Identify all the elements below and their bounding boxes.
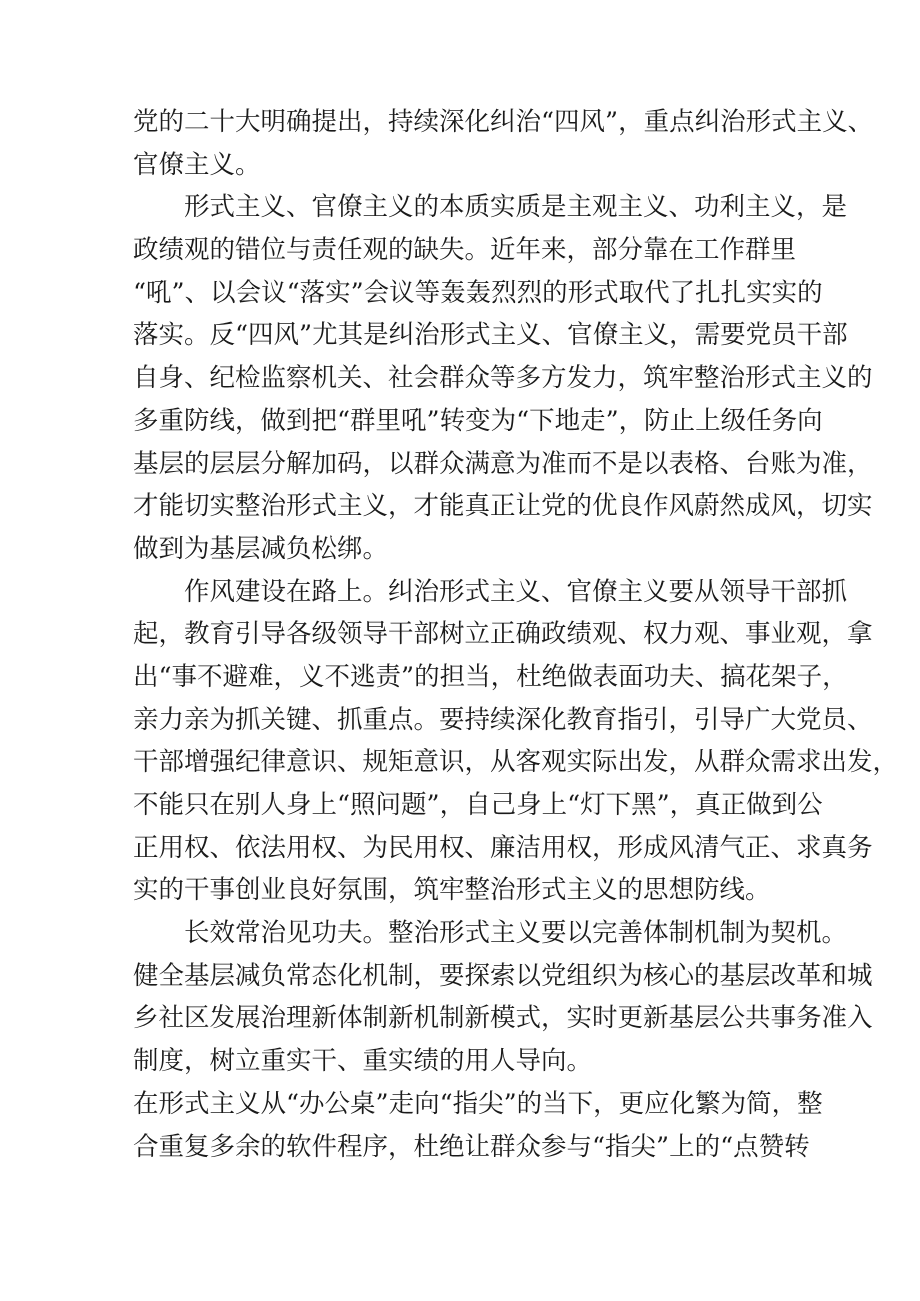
text-line: 制度，树立重实干、重实绩的用人导向。 <box>133 1046 593 1077</box>
text-line: “吼”、以会议“落实”会议等轰轰烈烈的形式取代了扎扎实实的 <box>133 277 823 308</box>
text-line: 基层的层层分解加码，以群众满意为准而不是以表格、台账为准， <box>133 448 873 479</box>
text-line: 实的干事创业良好氛围，筑牢整治形式主义的思想防线。 <box>133 875 771 906</box>
text-line: 合重复多余的软件程序，杜绝让群众参与“指尖”上的“点赞转 <box>133 1131 810 1162</box>
text-line: 健全基层减负常态化机制，要探索以党组织为核心的基层改革和城 <box>133 960 873 991</box>
text-line: 作风建设在路上。纠治形式主义、官僚主义要从领导干部抓 <box>184 576 848 607</box>
text-line: 正用权、依法用权、为民用权、廉洁用权，形成风清气正、求真务 <box>133 832 873 863</box>
document-body <box>133 101 899 1168</box>
text-line: 多重防线，做到把“群里吼”转变为“下地走”，防止上级任务向 <box>133 405 823 436</box>
text-line: 不能只在别人身上“照问题”，自己身上“灯下黑”，真正做到公 <box>133 790 823 820</box>
text-line: 自身、纪检监察机关、社会群众等多方发力，筑牢整治形式主义的 <box>133 363 873 394</box>
text-line: 落实。反“四风”尤其是纠治形式主义、官僚主义，需要党员干部 <box>133 320 848 351</box>
text-line: 乡社区发展治理新体制新机制新模式，实时更新基层公共事务准入 <box>133 1003 873 1034</box>
text-line: 党的二十大明确提出，持续深化纠治“四风”，重点纠治形式主义、 <box>133 107 874 137</box>
text-line: 长效常治见功夫。整治形式主义要以完善体制机制为契机。 <box>184 918 848 949</box>
text-line: 官僚主义。 <box>133 149 261 180</box>
text-line: 出“事不避难，义不逃责”的担当，杜绝做表面功夫、搞花架子， <box>133 661 848 692</box>
text-line: 在形式主义从“办公桌”走向“指尖”的当下，更应化繁为简，整 <box>133 1088 823 1119</box>
text-line: 做到为基层减负松绑。 <box>133 533 389 564</box>
text-line: 才能切实整治形式主义，才能真正让党的优良作风蔚然成风，切实 <box>133 491 873 522</box>
text-line: 政绩观的错位与责任观的缺失。近年来，部分靠在工作群里 <box>133 235 797 266</box>
text-line: 起，教育引导各级领导干部树立正确政绩观、权力观、事业观，拿 <box>133 619 873 650</box>
text-line: 亲力亲为抓关键、抓重点。要持续深化教育指引，引导广大党员、 <box>133 704 873 735</box>
text-line: 形式主义、官僚主义的本质实质是主观主义、功利主义，是 <box>184 192 848 223</box>
text-line: 干部增强纪律意识、规矩意识，从客观实际出发，从群众需求出发， <box>133 747 899 778</box>
